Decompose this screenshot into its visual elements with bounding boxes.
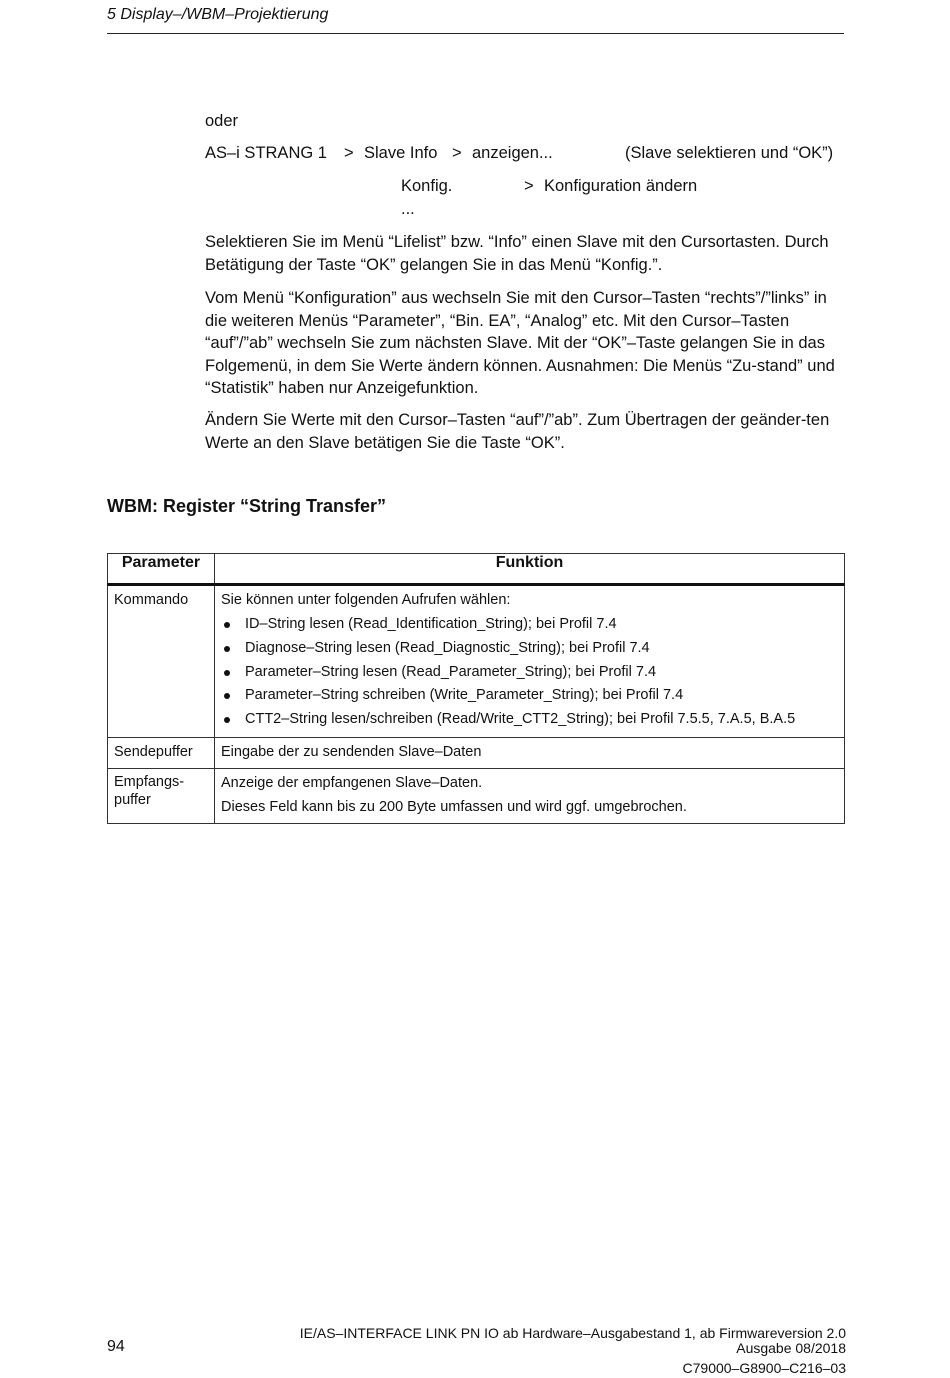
list-item: ID–String lesen (Read_Identification_String); bei Profil 7.4 — [221, 613, 838, 637]
footer-edition: Ausgabe 08/2018 — [736, 1340, 846, 1356]
menu-path-strang: AS–i STRANG 1 — [205, 144, 327, 162]
list-item: Diagnose–String lesen (Read_Diagnostic_String); bei Profil 7.4 — [221, 637, 838, 661]
column-header-parameter: Parameter — [108, 554, 215, 585]
param-cell: Sendepuffer — [108, 737, 215, 768]
paragraph-konfiguration: Vom Menü “Konfiguration” aus wechseln Sie mit den Cursor–Tasten “rechts”/”links” in die weiteren Menüs “Parameter”, “Bin. EA”, “Analog” etc. Mit den Cursor–Tasten “auf”/”ab” wechseln Sie zum nächsten Slave. Mit der “OK”–Taste gelangen Sie in das Folgemenü, in dem Sie Werte ändern können. Ausnahmen: Die Menüs “Zu-stand” und “Statistik” haben nur Anzeigefunktion. — [205, 289, 835, 398]
param-cell: Empfangs- puffer — [108, 768, 215, 823]
menu-arrow-2: > — [452, 144, 462, 162]
function-cell: Eingabe der zu sendenden Slave–Daten — [215, 737, 845, 768]
function-intro: Sie können unter folgenden Aufrufen wählen: — [221, 592, 511, 608]
table-row — [108, 585, 845, 738]
menu-ellipsis: ... — [401, 200, 415, 218]
section-heading: WBM: Register “String Transfer” — [107, 496, 387, 516]
menu-note: (Slave selektieren und “OK”) — [625, 144, 834, 162]
function-line: Dieses Feld kann bis zu 200 Byte umfassen und wird ggf. umgebrochen. — [221, 798, 687, 815]
function-cell — [215, 768, 845, 823]
function-bullet-list — [221, 613, 838, 732]
footer-doc-id: C79000–G8900–C216–03 — [682, 1360, 846, 1376]
menu-path-konfiguration: Konfiguration ändern — [544, 177, 698, 195]
menu-path-anzeigen: anzeigen... — [472, 144, 553, 162]
list-item: Parameter–String lesen (Read_Parameter_String); bei Profil 7.4 — [221, 661, 838, 685]
menu-arrow-3: > — [524, 177, 534, 195]
running-header: 5 Display–/WBM–Projektierung — [107, 6, 329, 23]
table-row — [108, 737, 845, 768]
footer-product: IE/AS–INTERFACE LINK PN IO ab Hardware–Ausgabestand 1, ab Firmwareversion 2.0 — [299, 1325, 846, 1341]
column-header-funktion: Funktion — [215, 554, 845, 585]
menu-arrow-1: > — [344, 144, 354, 162]
list-item: CTT2–String lesen/schreiben (Read/Write_CTT2_String); bei Profil 7.5.5, 7.A.5, B.A.5 — [221, 708, 838, 732]
table-row — [108, 768, 845, 823]
header-rule — [107, 33, 844, 34]
menu-path-slave-info: Slave Info — [364, 144, 438, 162]
param-cell: Kommando — [108, 585, 215, 738]
parameter-table — [107, 553, 845, 824]
list-item: Parameter–String schreiben (Write_Parameter_String); bei Profil 7.4 — [221, 684, 838, 708]
paragraph-werte: Ändern Sie Werte mit den Cursor–Tasten “auf”/”ab”. Zum Übertragen der geänder-ten Werte an den Slave betätigen Sie die Taste “OK”. — [205, 411, 830, 452]
paragraph-lifelist: Selektieren Sie im Menü “Lifelist” bzw. “Info” einen Slave mit den Cursortasten. Durch Betätigung der Taste “OK” gelangen Sie in das Menü “Konfig.”. — [205, 233, 829, 274]
function-line: Anzeige der empfangenen Slave–Daten. — [221, 774, 483, 791]
function-cell — [215, 585, 845, 738]
menu-oder: oder — [205, 112, 239, 130]
table-header-row — [108, 554, 845, 585]
menu-path-konfig: Konfig. — [401, 177, 453, 195]
page-number: 94 — [107, 1338, 125, 1355]
